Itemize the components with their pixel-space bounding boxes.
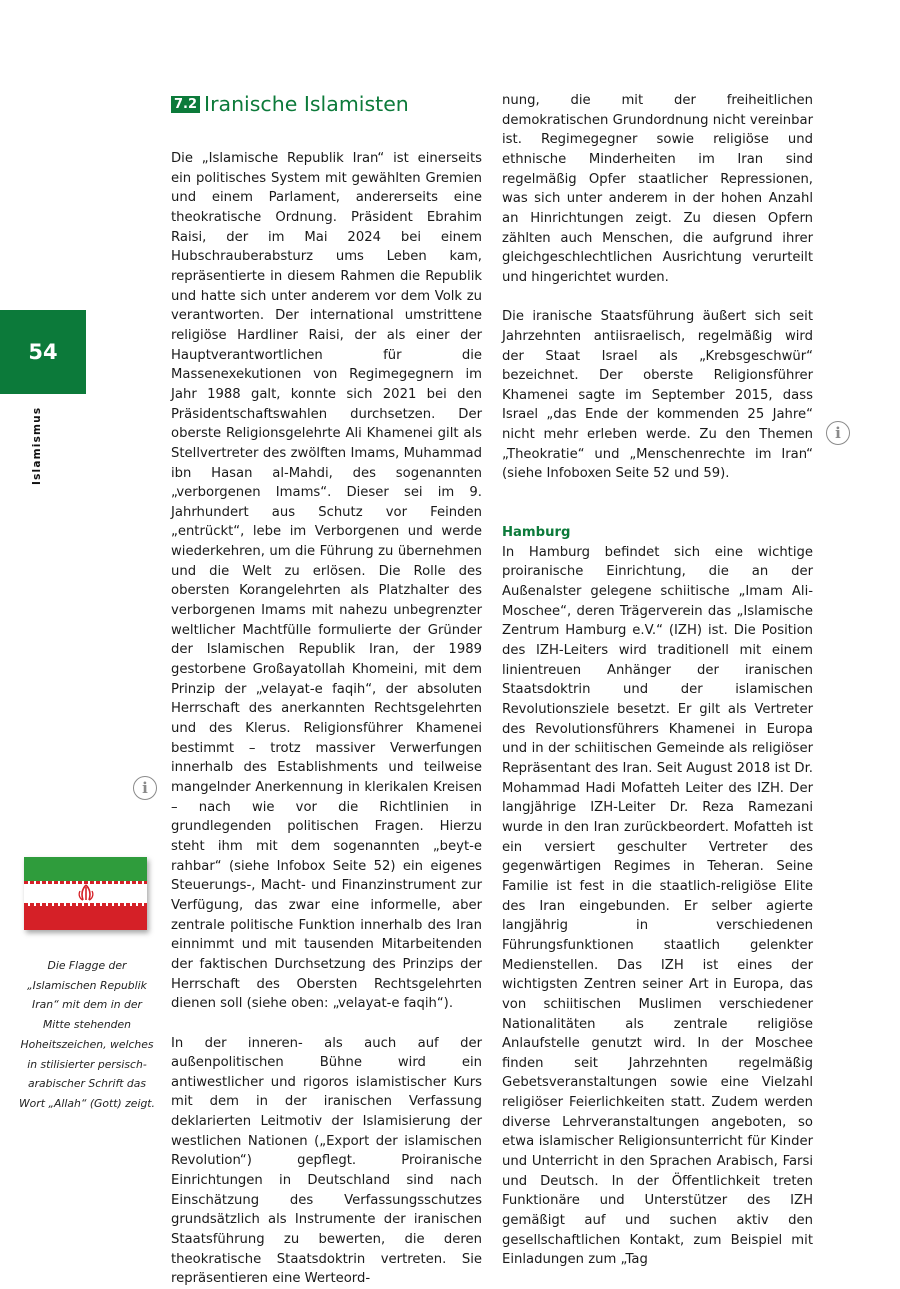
flag-emblem-icon	[76, 883, 96, 903]
flag-red-band	[24, 906, 147, 930]
flag-green-band	[24, 857, 147, 881]
info-icon[interactable]	[133, 776, 157, 800]
section-title: Iranische Islamisten	[204, 92, 409, 116]
page-number: 54	[28, 340, 58, 364]
paragraph-antiisrael: Die iranische Staatsführung äußert sich seit Jahrzehnten antiisraelisch, regelmäßig wird der Staat Israel als „Krebsgeschwür“ bezeichnet. Der oberste Religionsführer Khamenei sagte im September 2015, dass Israel „das Ende der kommenden 25 Jahre“ nicht mehr erleben werde. Zu den Themen „Theokratie“ und „Menschenrechte im Iran“ (siehe Infoboxen Seite 52 und 59).	[502, 309, 813, 482]
paragraph-continuation: nung, die mit der freiheitlichen demokratischen Grundordnung nicht vereinbar ist. Regimegegner sowie religiöse und ethnische Minderheiten im Iran sind regelmäßig Opfer staatlicher Repressionen, was sich unter anderem in der hohen Anzahl an Hinrichtungen zeigt. Zu diesen Opfern zählten auch Menschen, die aufgrund ihrer gleichgeschlechtlichen Ausrichtung verurteilt und hingerichtet wurden.	[502, 93, 813, 285]
flag-caption: Die Flagge der „Islamischen Republik Iran“ mit dem in der Mitte stehenden Hoheitszeichen, welches in stilisierter persisch-arabischer Schrift das Wort „Allah“ (Gott) zeigt.	[19, 959, 155, 1110]
page-number-tab	[0, 310, 86, 394]
info-icon-glyph: i	[835, 424, 841, 442]
flag-white-band	[24, 881, 147, 905]
right-text-column	[502, 91, 813, 1270]
section-heading	[171, 92, 409, 116]
subheading-hamburg: Hamburg	[502, 525, 571, 541]
info-icon-glyph: i	[142, 779, 148, 797]
info-icon[interactable]	[826, 421, 850, 445]
paragraph-intro: Die „Islamische Republik Iran“ ist einerseits ein politisches System mit gewählten Gremien und einem Parlament, andererseits eine theokratische Ordnung. Präsident Ebrahim Raisi, der im Mai 2024 bei einem Hubschrauberabsturz ums Leben kam, repräsentierte in diesem Rahmen die Republik und hatte sich unter anderem vor dem Volk zu verantworten. Der international umstrittene religiöse Hardliner Raisi, der als einer der Hauptverantwortlichen für die Massenexekutionen von Regimegegnern im Jahr 1988 galt, konnte sich 2021 bei den Präsidentschaftswahlen durchsetzen. Der oberste Religionsgelehrte Ali Khamenei gilt als Stellvertreter des zwölften Imams, Muhammad ibn Hasan al-Mahdi, des sogenannten „verborgenen Imams“. Dieser sei im 9. Jahrhundert aus Schutz vor Feinden „entrückt“, lebe im Verborgenen und werde wiederkehren, um die Führung zu übernehmen und die Welt zu erlösen. Die Rolle des obersten Korangelehrten als Platzhalter des verborgenen Imams mit nahezu unbegrenzter weltlicher Machtfülle formulierte der Gründer der Islamischen Republik Iran, der 1989 gestorbene Großayatollah Khomeini, mit dem Prinzip der „velayat-e faqih“, der absoluten Herrschaft des anerkannten Rechtsgelehrten und des Klerus. Religionsführer Khamenei bestimmt – trotz massiver Verwerfungen innerhalb des Establishments und teilweise mangelnder Anerkennung in klerikalen Kreisen – nach wie vor die Richtlinien in grundlegenden politischen Fragen. Hierzu steht ihm mit dem sogenannten „beyt-e rahbar“ (siehe Infobox Seite 52) ein eigenes Steuerungs-, Macht- und Finanzinstrument zur Verfügung, das zwar eine informelle, aber zentrale politische Funktion innerhalb des Iran einnimmt und mit tausenden Mitarbeitenden der faktischen Durchsetzung des Prinzips der Herrschaft des Obersten Rechtsgelehrten dienen soll (siehe oben: „velayat-e faqih“).	[171, 151, 482, 1012]
left-text-column	[171, 149, 482, 1289]
iran-flag-image	[24, 857, 147, 930]
paragraph-hamburg: In Hamburg befindet sich eine wichtige proiranische Einrichtung, die an der Außenalster gelegene schiitische „Imam Ali-Moschee“, deren Trägerverein das „Islamische Zentrum Hamburg e.V.“ (IZH) ist. Die Position des IZH-Leiters wird traditionell mit einem linientreuen Anhänger der iranischen Staatsdoktrin und der islamischen Revolutionsziele besetzt. Er gilt als Vertreter des Revolutionsführers Khamenei in Europa und in der schiitischen Gemeinde als religiöser Repräsentant des Iran. Seit August 2018 ist Dr. Mohammad Hadi Mofatteh Leiter des IZH. Der langjährige IZH-Leiter Dr. Reza Ramezani wurde in den Iran zurückbeordert. Mofatteh ist ein versiert geschulter Vertreter des gegenwärtigen Regimes in Teheran. Seine Familie ist fest in die staatlich-religiöse Elite des Iran eingebunden. Er selber agierte langjährig in verschiedenen Führungsfunktionen staatlich gelenkter Medienstellen. Das IZH ist eines der wichtigsten Zentren seiner Art in Europa, das von schiitischen Muslimen verschiedener Nationalitäten als zentrale religiöse Anlaufstelle genutzt wird. In der Moschee finden seit Jahrzehnten regelmäßig Gebetsveranstaltungen sowie eine Vielzahl religiöser Feierlichkeiten statt. Zudem werden diverse Lehrveranstaltungen angeboten, so etwa islamischer Religionsunterricht für Kinder und Unterricht in den Sprachen Arabisch, Farsi und Deutsch. In der Öffentlichkeit treten Funktionäre und Unterstützer des IZH gemäßigt auf und suchen aktiv den gesellschaftlichen Kontakt, zum Beispiel mit Einladungen zum „Tag	[502, 544, 813, 1268]
paragraph-policy: In der inneren- als auch auf der außenpolitischen Bühne wird ein antiwestlicher und rigoros islamistischer Kurs mit dem in der iranischen Verfassung deklarierten Leitmotiv der Islamisierung der westlichen Nationen („Export der islamischen Revolution“) gepflegt. Proiranische Einrichtungen in Deutschland sind nach Einschätzung des Verfassungsschutzes grundsätzlich als Instrumente der iranischen Staatsführung zu bewerten, die deren theokratische Staatsdoktrin vertreten. Sie repräsentieren eine Werteord-	[171, 1035, 482, 1287]
section-number: 7.2	[171, 96, 200, 113]
